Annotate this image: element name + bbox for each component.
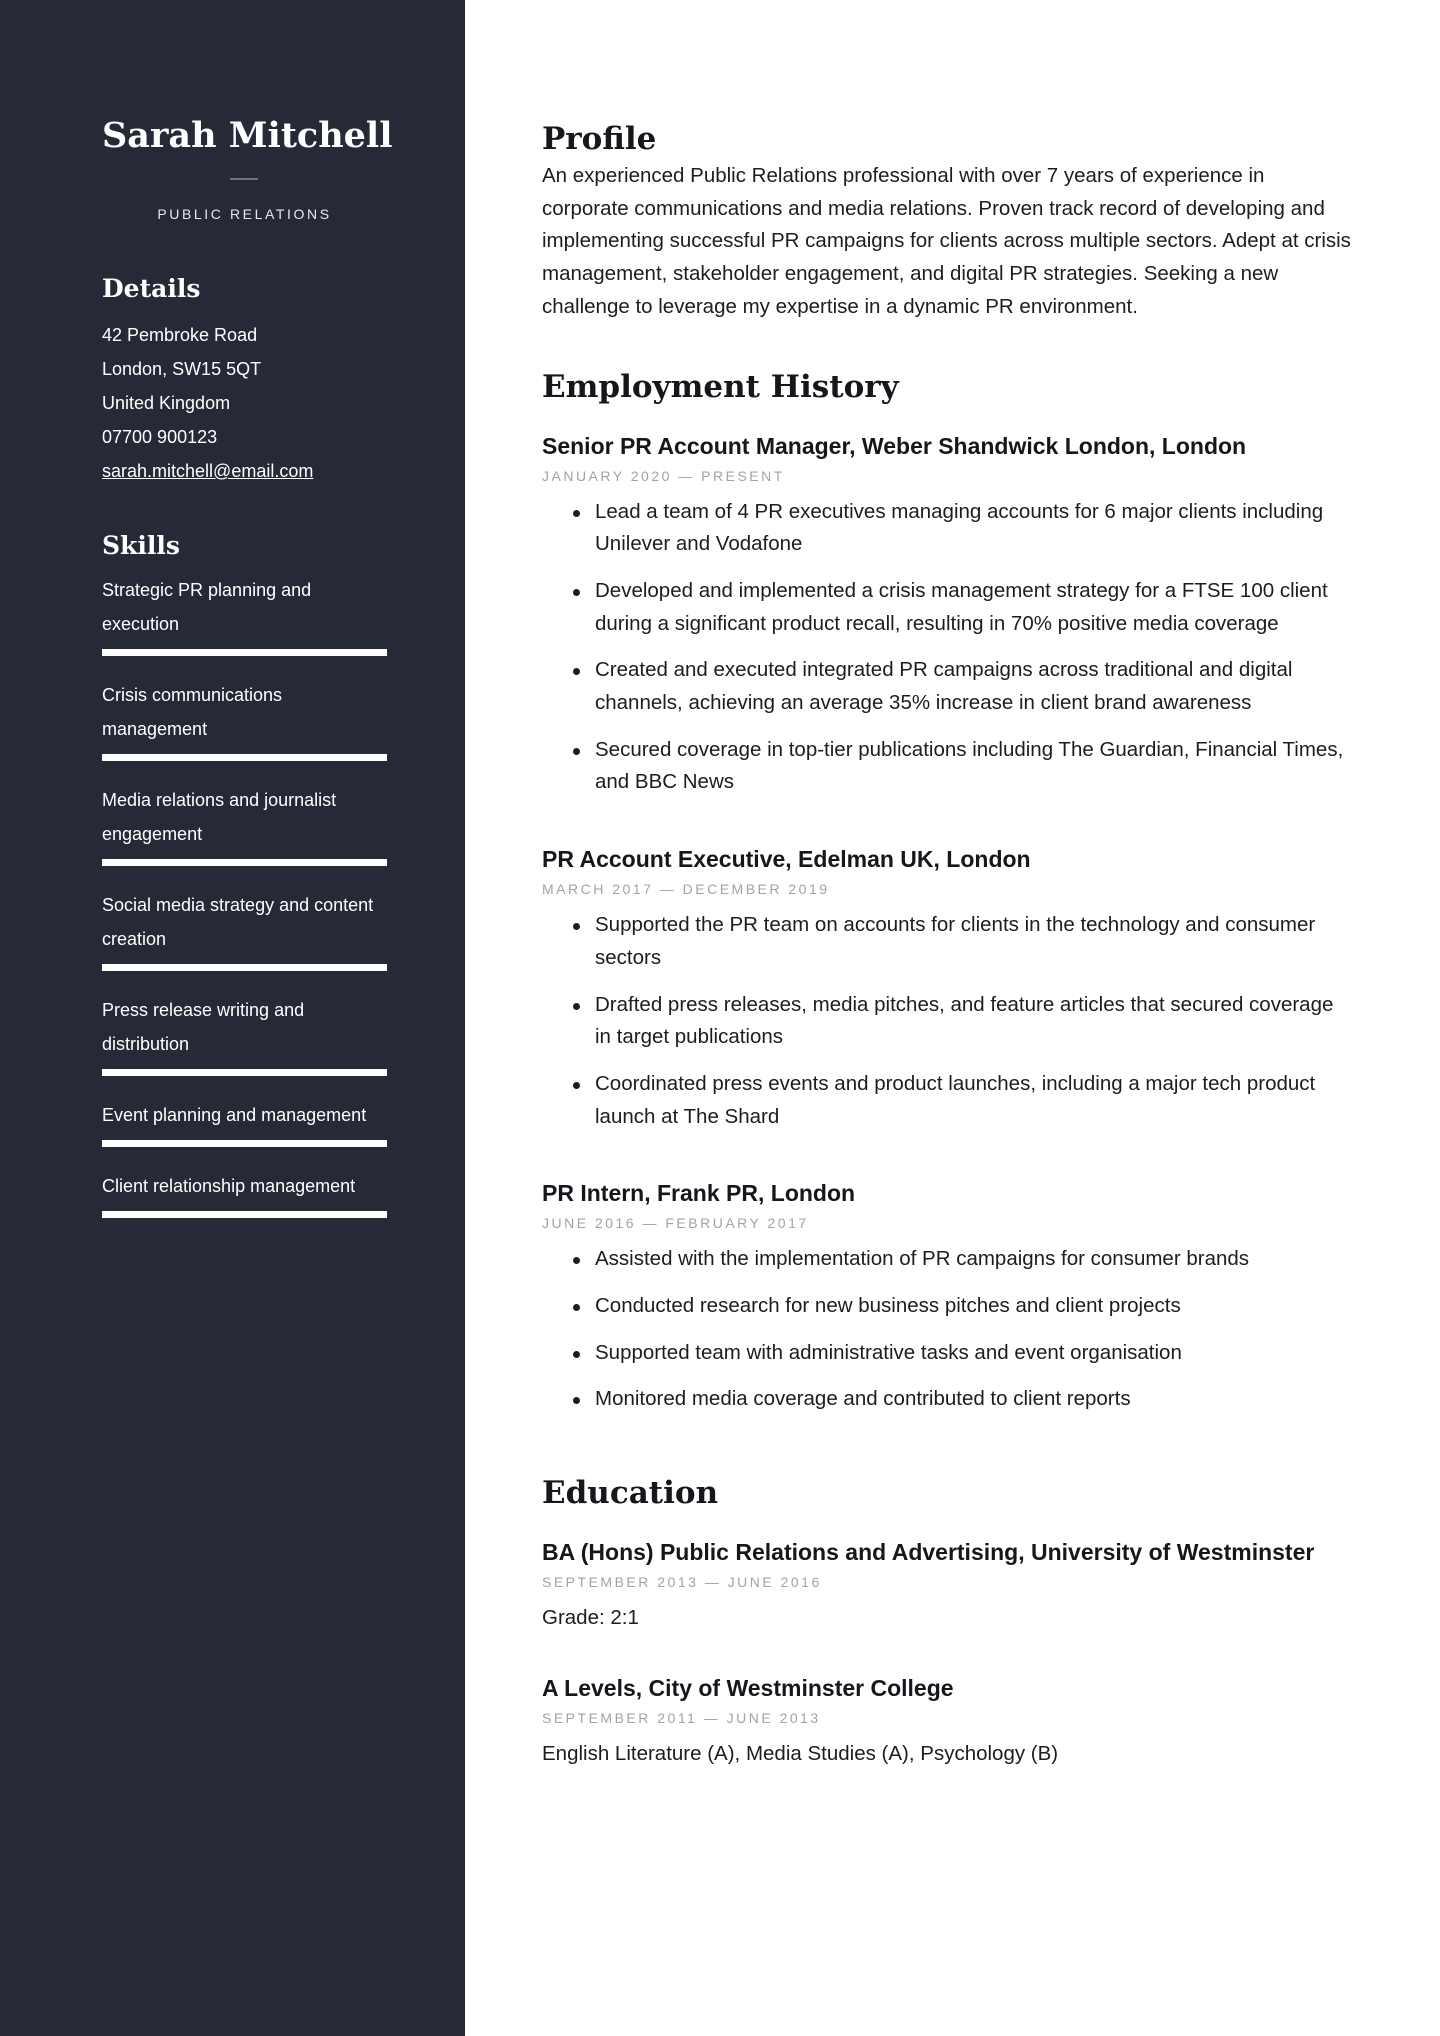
education-dates: SEPTEMBER 2013 — JUNE 2016 <box>542 1574 822 1591</box>
job-bullet: Supported team with administrative tasks and event organisation <box>595 1337 1352 1370</box>
address-line-2: London, SW15 5QT <box>102 359 262 379</box>
job-bullet: Lead a team of 4 PR executives managing accounts for 6 major clients including Unilever and Vodafone <box>595 496 1352 561</box>
job-dates: JUNE 2016 — FEBRUARY 2017 <box>542 1215 809 1232</box>
skill-level-bar <box>102 859 387 866</box>
skill-item <box>102 1169 387 1218</box>
job-bullets <box>542 1243 1352 1416</box>
skill-label: Press release writing and distribution <box>102 1000 305 1054</box>
skill-label: Media relations and journalist engagement <box>102 790 337 844</box>
skill-item <box>102 678 387 761</box>
job-bullet: Supported the PR team on accounts for clients in the technology and consumer sectors <box>595 909 1352 974</box>
skill-label: Event planning and management <box>102 1105 367 1125</box>
skill-item <box>102 783 387 866</box>
job-entry <box>542 430 1352 800</box>
profile-section <box>542 118 1352 324</box>
job-title: PR Account Executive, Edelman UK, London <box>542 846 1031 873</box>
skill-label: Strategic PR planning and execution <box>102 580 312 634</box>
education-title: BA (Hons) Public Relations and Advertising, University of Westminster <box>542 1539 1315 1566</box>
name-divider <box>230 178 258 180</box>
phone-number: 07700 900123 <box>102 427 218 447</box>
education-dates: SEPTEMBER 2011 — JUNE 2013 <box>542 1710 821 1727</box>
job-bullet: Drafted press releases, media pitches, and feature articles that secured coverage in target publications <box>595 989 1352 1054</box>
address-line-1: 42 Pembroke Road <box>102 325 258 345</box>
skill-label: Crisis communications management <box>102 685 283 739</box>
skill-level-bar <box>102 1211 387 1218</box>
profile-heading: Profile <box>542 121 657 157</box>
job-bullet: Secured coverage in top-tier publications including The Guardian, Financial Times, and BBC News <box>595 734 1352 799</box>
skills-heading: Skills <box>102 531 180 560</box>
skill-label: Client relationship management <box>102 1176 356 1196</box>
job-role: PUBLIC RELATIONS <box>157 206 332 222</box>
job-bullet: Assisted with the implementation of PR campaigns for consumer brands <box>595 1243 1352 1276</box>
education-entry <box>542 1672 1352 1770</box>
job-bullet: Coordinated press events and product launches, including a major tech product launch at The Shard <box>595 1068 1352 1133</box>
job-bullet: Created and executed integrated PR campaigns across traditional and digital channels, achieving an average 35% increase in client brand awareness <box>595 654 1352 719</box>
education-entry <box>542 1536 1352 1634</box>
skill-level-bar <box>102 964 387 971</box>
skill-label: Social media strategy and content creation <box>102 895 374 949</box>
profile-summary: An experienced Public Relations professional with over 7 years of experience in corporate communications and media relations. Proven track record of developing and implementing successful PR campaigns for clients across multiple sectors. Adept at crisis management, stakeholder engagement, and digital PR strategies. Seeking a new challenge to leverage my expertise in a dynamic PR environment. <box>542 164 1351 318</box>
details-heading: Details <box>102 274 201 303</box>
candidate-name: Sarah Mitchell <box>102 115 393 156</box>
job-bullets <box>542 909 1352 1133</box>
details-section <box>102 272 387 488</box>
job-bullet: Conducted research for new business pitches and client projects <box>595 1290 1352 1323</box>
education-section <box>542 1472 1352 1770</box>
education-note: Grade: 2:1 <box>542 1606 639 1630</box>
job-title: PR Intern, Frank PR, London <box>542 1180 856 1207</box>
job-bullet: Developed and implemented a crisis management strategy for a FTSE 100 client during a significant product recall, resulting in 70% positive media coverage <box>595 575 1352 640</box>
job-dates: JANUARY 2020 — PRESENT <box>542 467 785 484</box>
job-title: Senior PR Account Manager, Weber Shandwick London, London <box>542 432 1247 459</box>
skills-section <box>102 529 387 1218</box>
email-link[interactable]: sarah.mitchell@email.com <box>102 461 314 481</box>
country: United Kingdom <box>102 393 231 413</box>
sidebar <box>0 0 465 2036</box>
job-entry <box>542 1177 1352 1416</box>
skill-item <box>102 1098 387 1147</box>
education-heading: Education <box>542 1475 719 1512</box>
skill-item <box>102 573 387 656</box>
education-note: English Literature (A), Media Studies (A), Psychology (B) <box>542 1742 1059 1766</box>
skill-level-bar <box>102 1140 387 1147</box>
main-content <box>542 0 1352 1770</box>
education-title: A Levels, City of Westminster College <box>542 1675 954 1702</box>
job-bullet: Monitored media coverage and contributed to client reports <box>595 1383 1352 1416</box>
job-entry <box>542 843 1352 1133</box>
skill-level-bar <box>102 1069 387 1076</box>
skill-level-bar <box>102 649 387 656</box>
job-dates: MARCH 2017 — DECEMBER 2019 <box>542 881 830 898</box>
job-bullets <box>542 496 1352 800</box>
skill-item <box>102 888 387 971</box>
skill-item <box>102 993 387 1076</box>
employment-section <box>542 366 1352 1417</box>
employment-heading: Employment History <box>542 368 899 405</box>
skill-level-bar <box>102 754 387 761</box>
